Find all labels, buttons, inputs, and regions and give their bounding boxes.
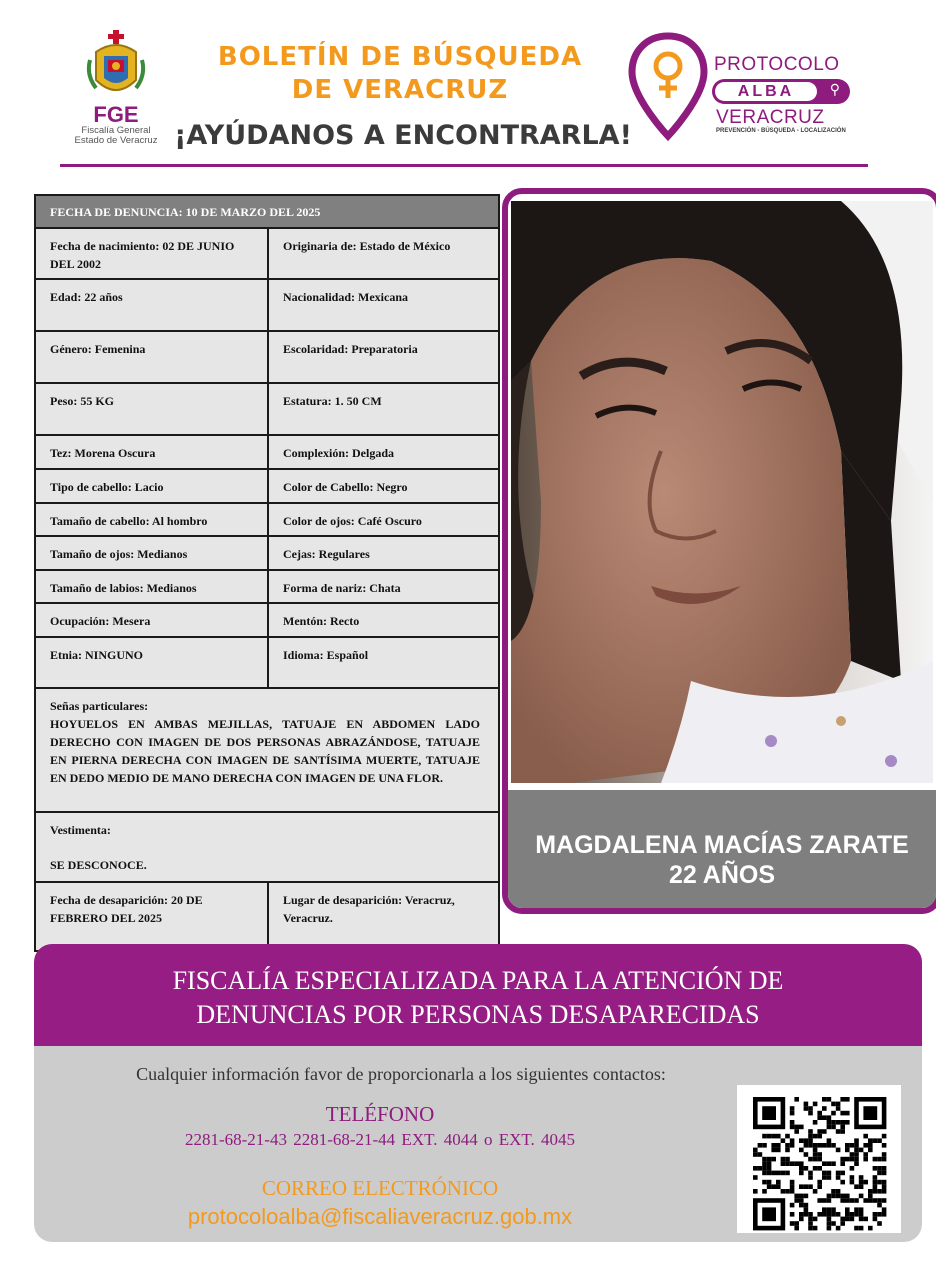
- alba-text: ALBA: [715, 82, 817, 101]
- nose-shape: Forma de nariz: Chata: [267, 571, 498, 602]
- fge-full-name-1: Fiscalía General: [81, 125, 151, 136]
- search-icon: ⚲: [829, 83, 840, 98]
- lip-size: Tamaño de labios: Medianos: [50, 581, 197, 595]
- fge-full-name-2: Estado de Veracruz: [74, 135, 158, 146]
- help-heading: ¡AYÚDANOS A ENCONTRARLA!: [174, 120, 632, 151]
- banner-line-1: FISCALÍA ESPECIALIZADA PARA LA ATENCIÓN DE: [172, 966, 784, 995]
- hair-type: Tipo de cabello: Lacio: [50, 480, 164, 494]
- hair-color: Color de Cabello: Negro: [267, 470, 498, 502]
- title-line-2: DE VERACRUZ: [291, 75, 509, 105]
- complaint-date: FECHA DE DENUNCIA: 10 DE MARZO DEL 2025: [36, 196, 498, 229]
- distinguishing-marks: [36, 689, 498, 811]
- qr-code-icon[interactable]: [737, 1085, 901, 1233]
- header: [0, 0, 936, 180]
- person-name: MAGDALENA MACÍAS ZARATE: [535, 831, 909, 859]
- table-row: [36, 504, 498, 537]
- language: Idioma: Español: [267, 638, 498, 687]
- alba-veracruz-text: VERACRUZ: [716, 107, 825, 128]
- contact-intro: Cualquier información favor de proporcionarla a los siguientes contactos:: [136, 1064, 666, 1084]
- person-age: 22 AÑOS: [668, 861, 776, 889]
- table-row: [36, 813, 498, 883]
- contact-panel: [34, 1046, 922, 1242]
- marks-text: HOYUELOS EN AMBAS MEJILLAS, TATUAJE EN ABDOMEN LADO DERECHO CON IMAGEN DE DOS PERSONAS ABRAZÁNDOSE, TATUAJE EN PIERNA DERECHA CON IMAGEN DE SANTÍSIMA MUERTE, TATUAJE EN DEDO MEDIO DE MANO DERECHA CON IMAGEN DE UNA FLOR.: [50, 717, 480, 785]
- veracruz-coat-of-arms-icon: [86, 30, 146, 102]
- eyebrows: Cejas: Regulares: [267, 537, 498, 569]
- table-row: [36, 638, 498, 689]
- person-name-box: [508, 790, 936, 910]
- height: Estatura: 1. 50 CM: [267, 384, 498, 434]
- table-row: [36, 571, 498, 604]
- table-row: [36, 470, 498, 504]
- fge-abbr: FGE: [93, 102, 139, 127]
- occupation: Ocupación: Mesera: [50, 614, 151, 628]
- age: Edad: 22 años: [50, 290, 123, 304]
- chin: Mentón: Recto: [267, 604, 498, 636]
- phone-label: TELÉFONO: [325, 1102, 435, 1126]
- eye-color: Color de ojos: Café Oscuro: [267, 504, 498, 535]
- marks-label: Señas particulares:: [50, 699, 149, 713]
- table-row: [36, 883, 498, 950]
- eye-size: Tamaño de ojos: Medianos: [50, 547, 188, 561]
- header-divider: [60, 164, 868, 167]
- schooling: Escolaridad: Preparatoria: [267, 332, 498, 382]
- protocolo-alba-logo: [628, 32, 868, 142]
- clothing: [36, 813, 498, 881]
- alba-protocolo-text: PROTOCOLO: [714, 54, 840, 75]
- table-row: [36, 604, 498, 638]
- ethnicity: Etnia: NINGUNO: [50, 648, 144, 662]
- table-row: [36, 280, 498, 332]
- email-address[interactable]: protocoloalba@fiscaliaveracruz.gob.mx: [187, 1204, 573, 1229]
- table-row: [36, 436, 498, 470]
- birth-date: Fecha de nacimiento: 02 DE JUNIO DEL 2002: [50, 239, 235, 271]
- disappearance-place: Lugar de desaparición: Veracruz, Veracruz.: [267, 883, 498, 950]
- disappearance-date: Fecha de desaparición: 20 DE FEBRERO DEL 2025: [50, 893, 203, 925]
- table-row: [36, 537, 498, 571]
- person-details-table: [34, 194, 500, 952]
- person-photo: [511, 201, 933, 783]
- nationality: Nacionalidad: Mexicana: [267, 280, 498, 330]
- email-label: CORREO ELECTRÓNICO: [261, 1176, 499, 1200]
- venus-pin-icon: [628, 32, 708, 142]
- table-row: [36, 689, 498, 813]
- clothing-text: SE DESCONOCE.: [50, 858, 147, 872]
- skin-tone: Tez: Morena Oscura: [50, 446, 156, 460]
- phone-numbers[interactable]: 2281-68-21-43 2281-68-21-44 EXT. 4044 o EXT. 4045: [184, 1130, 576, 1149]
- alba-tagline: PREVENCIÓN - BÚSQUEDA - LOCALIZACIÓN: [716, 128, 846, 134]
- clothing-label: Vestimenta:: [50, 823, 111, 837]
- agency-banner: [34, 944, 922, 1048]
- table-row: [36, 332, 498, 384]
- build: Complexión: Delgada: [267, 436, 498, 468]
- origin: Originaria de: Estado de México: [267, 229, 498, 278]
- title-line-1: BOLETÍN DE BÚSQUEDA: [217, 42, 583, 72]
- banner-line-2: DENUNCIAS POR PERSONAS DESAPARECIDAS: [196, 1000, 760, 1029]
- hair-length: Tamaño de cabello: Al hombro: [50, 514, 208, 528]
- fge-logo: [66, 30, 166, 146]
- table-row: [36, 229, 498, 280]
- table-row: [36, 384, 498, 436]
- weight: Peso: 55 KG: [50, 394, 114, 408]
- photo-card: [502, 188, 936, 914]
- gender: Género: Femenina: [50, 342, 146, 356]
- alba-pill: [712, 79, 850, 104]
